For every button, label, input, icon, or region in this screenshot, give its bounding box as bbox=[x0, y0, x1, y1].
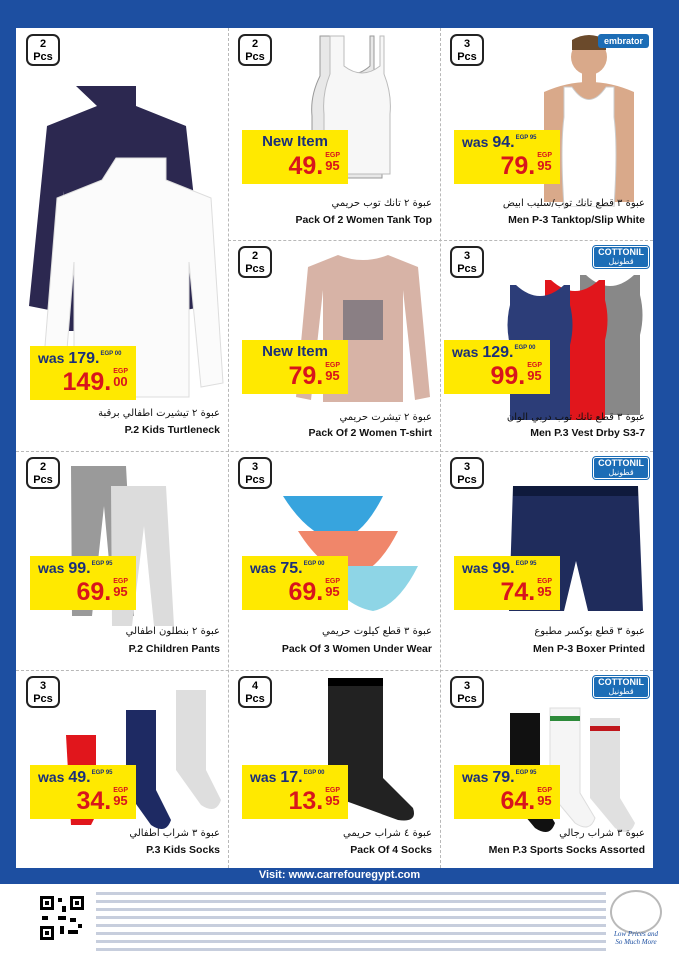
pcs-badge: 3 Pcs bbox=[450, 246, 484, 278]
product-men-vest[interactable] bbox=[440, 240, 653, 451]
product-grid bbox=[16, 28, 653, 868]
fine-print-line bbox=[96, 900, 606, 903]
caption-arabic: عبوة ٣ قطع تانك توب دربي الوان bbox=[506, 412, 645, 423]
price-tag: was 49.$^{EGP 95}$ 34. EGP 95 bbox=[30, 765, 136, 819]
caption-arabic: عبوة ٣ قطع تانك توب/سليب ابيض bbox=[502, 198, 645, 209]
product-children-pants[interactable] bbox=[16, 451, 228, 670]
pcs-badge: 3 Pcs bbox=[450, 457, 484, 489]
caption-arabic: عبوة ٣ قطع بوكسر مطبوع bbox=[534, 626, 645, 637]
caption-arabic: عبوة ٣ قطع كيلوت حريمي bbox=[321, 626, 432, 637]
fine-print-line bbox=[96, 916, 606, 919]
product-men-tanktop-white[interactable] bbox=[440, 28, 653, 240]
price-tag: New Item 49. EGP 95 bbox=[242, 130, 348, 184]
pcs-badge: 2 Pcs bbox=[26, 34, 60, 66]
caption-arabic: عبوة ٣ شراب اطفالي bbox=[129, 828, 220, 839]
caption-english: Men P.3 Vest Drby S3-7 bbox=[530, 427, 645, 439]
fine-print-line bbox=[96, 940, 606, 943]
price-tag: was 94.$^{EGP 95}$ 79. EGP 95 bbox=[454, 130, 560, 184]
qr-code-icon bbox=[38, 894, 86, 942]
brand-logo: COTTONIL قطونيل bbox=[593, 246, 649, 268]
pcs-badge: 2 Pcs bbox=[26, 457, 60, 489]
pcs-badge: 3 Pcs bbox=[450, 34, 484, 66]
price-tag: was 75.$^{EGP 00}$ 69. EGP 95 bbox=[242, 556, 348, 610]
caption-arabic: عبوة ٢ تانك توب حريمي bbox=[331, 198, 432, 209]
brand-logo: COTTONIL قطونيل bbox=[593, 676, 649, 698]
product-men-boxer[interactable] bbox=[440, 451, 653, 670]
fine-print-line bbox=[96, 908, 606, 911]
fine-print-line bbox=[96, 948, 606, 951]
caption-english: Pack Of 2 Women T-shirt bbox=[308, 427, 432, 439]
pcs-badge: 4 Pcs bbox=[238, 676, 272, 708]
caption-english: P.2 Kids Turtleneck bbox=[124, 424, 220, 436]
pcs-badge: 3 Pcs bbox=[238, 457, 272, 489]
caption-english: Men P.3 Sports Socks Assorted bbox=[488, 844, 645, 856]
tagline: Low Prices and So Much More bbox=[614, 930, 658, 946]
fine-print-line bbox=[96, 892, 606, 895]
caption-english: Men P-3 Tanktop/Slip White bbox=[508, 214, 645, 226]
product-kids-socks[interactable] bbox=[16, 670, 228, 868]
caption-english: Pack Of 2 Women Tank Top bbox=[295, 214, 432, 226]
pcs-badge: 2 Pcs bbox=[238, 246, 272, 278]
pcs-badge: 3 Pcs bbox=[26, 676, 60, 708]
product-men-sports-socks[interactable] bbox=[440, 670, 653, 868]
caption-arabic: عبوة ٢ تيشيرت اطفالي برقبة bbox=[98, 408, 220, 419]
brand-logo: COTTONIL قطونيل bbox=[593, 457, 649, 479]
price-tag: was 79.$^{EGP 95}$ 64. EGP 95 bbox=[454, 765, 560, 819]
caption-english: Men P-3 Boxer Printed bbox=[532, 643, 645, 655]
price-tag: was 179.$^{EGP 00}$ 149. EGP 00 bbox=[30, 346, 136, 400]
hotline-logo-icon bbox=[610, 890, 662, 934]
product-women-tank-top[interactable] bbox=[228, 28, 440, 240]
product-women-tshirt[interactable] bbox=[228, 240, 440, 451]
pcs-badge: 2 Pcs bbox=[238, 34, 272, 66]
website-link[interactable]: Visit: www.carrefouregypt.com bbox=[258, 869, 421, 881]
caption-arabic: عبوة ٣ شراب رجالي bbox=[559, 828, 645, 839]
fine-print-line bbox=[96, 924, 606, 927]
caption-arabic: عبوة ٢ بنطلون اطفالي bbox=[125, 626, 220, 637]
fine-print-line bbox=[96, 932, 606, 935]
price-tag: was 99.$^{EGP 95}$ 74. EGP 95 bbox=[454, 556, 560, 610]
brand-logo: embrator bbox=[598, 34, 649, 48]
price-tag: was 129.$^{EGP 00}$ 99. EGP 95 bbox=[444, 340, 550, 394]
caption-arabic: عبوة ٤ شراب حريمي bbox=[343, 828, 432, 839]
price-tag: was 17.$^{EGP 00}$ 13. EGP 95 bbox=[242, 765, 348, 819]
product-kids-turtleneck[interactable] bbox=[16, 28, 228, 451]
product-women-socks[interactable] bbox=[228, 670, 440, 868]
caption-english: Pack Of 3 Women Under Wear bbox=[281, 643, 432, 655]
caption-english: Pack Of 4 Socks bbox=[350, 844, 432, 856]
caption-arabic: عبوة ٢ تيشرت حريمي bbox=[339, 412, 432, 423]
price-tag: New Item 79. EGP 95 bbox=[242, 340, 348, 394]
product-women-underwear[interactable] bbox=[228, 451, 440, 670]
price-tag: was 99.$^{EGP 95}$ 69. EGP 95 bbox=[30, 556, 136, 610]
pcs-badge: 3 Pcs bbox=[450, 676, 484, 708]
caption-english: P.3 Kids Socks bbox=[146, 844, 220, 856]
caption-english: P.2 Children Pants bbox=[128, 643, 220, 655]
